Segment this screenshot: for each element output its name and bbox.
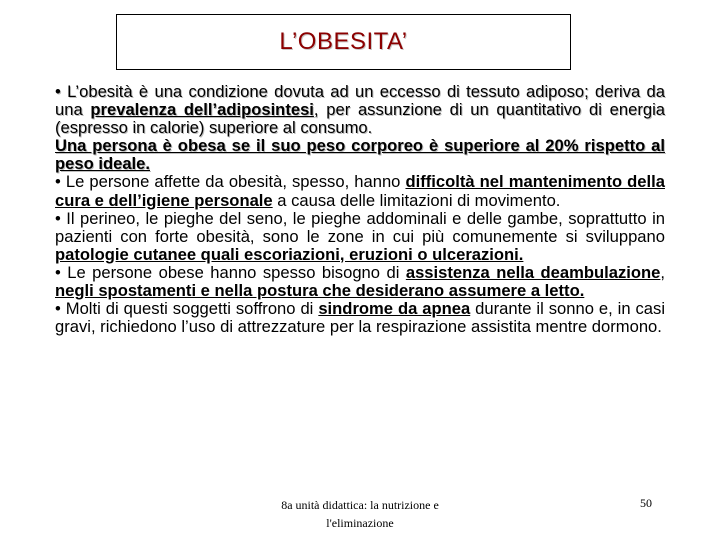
- emphasized-text: assistenza nella deambulazione: [405, 262, 661, 282]
- paragraph-text: • Le persone obese hanno spesso bisogno di: [55, 262, 406, 282]
- paragraph-text: a causa delle limitazioni di movimento.: [272, 190, 561, 210]
- emphasized-text: patologie cutanee quali escoriazioni, eruzioni o ulcerazioni.: [55, 244, 524, 264]
- paragraph: [55, 210, 665, 264]
- emphasized-text: prevalenza dell’adiposintesi: [90, 100, 314, 120]
- paragraph-text: • Molti di questi soggetti soffrono di: [55, 299, 319, 319]
- title-box: [116, 14, 571, 70]
- emphasized-text: sindrome da apnea: [318, 299, 471, 319]
- paragraph-text: durante il sonno e, in casi gravi, richiedono l’uso di attrezzature per la respirazione assistita mentre dormono.: [55, 299, 666, 337]
- emphasized-text: Una persona è obesa se il suo peso corporeo è superiore al 20% rispetto al peso ideale.: [55, 136, 665, 174]
- paragraph-text: • Le persone affette da obesità, spesso, hanno: [55, 172, 406, 192]
- slide-title: L’OBESITA’: [279, 28, 408, 55]
- footer-unit-line1: 8a unità didattica: la nutrizione e: [281, 498, 439, 512]
- paragraph: [55, 83, 665, 137]
- paragraph-text: ,: [660, 262, 665, 282]
- paragraph: [55, 300, 665, 336]
- emphasized-text: difficoltà nel mantenimento della cura e dell’igiene personale: [55, 172, 665, 210]
- paragraph-text: , per assunzione di un quantitativo di energia (espresso in calorie) superiore al consumo.: [55, 100, 665, 138]
- footer-unit-line2: l'eliminazione: [326, 516, 394, 530]
- paragraph: [55, 137, 665, 173]
- paragraph-text: • L’obesità è una condizione dovuta ad un eccesso di tessuto adiposo; deriva da una: [55, 82, 665, 120]
- emphasized-text: negli spostamenti e nella postura che desiderano assumere a letto.: [55, 281, 585, 301]
- footer-unit: [250, 496, 470, 532]
- paragraph: [55, 173, 665, 209]
- slide-body: [55, 83, 665, 336]
- page-number: 50: [640, 496, 652, 510]
- paragraph-text: • Il perineo, le pieghe del seno, le pieghe addominali e delle gambe, soprattutto in pazienti con forte obesità, sono le zone in cui più comunemente si sviluppano: [55, 208, 665, 246]
- paragraph: [55, 264, 665, 300]
